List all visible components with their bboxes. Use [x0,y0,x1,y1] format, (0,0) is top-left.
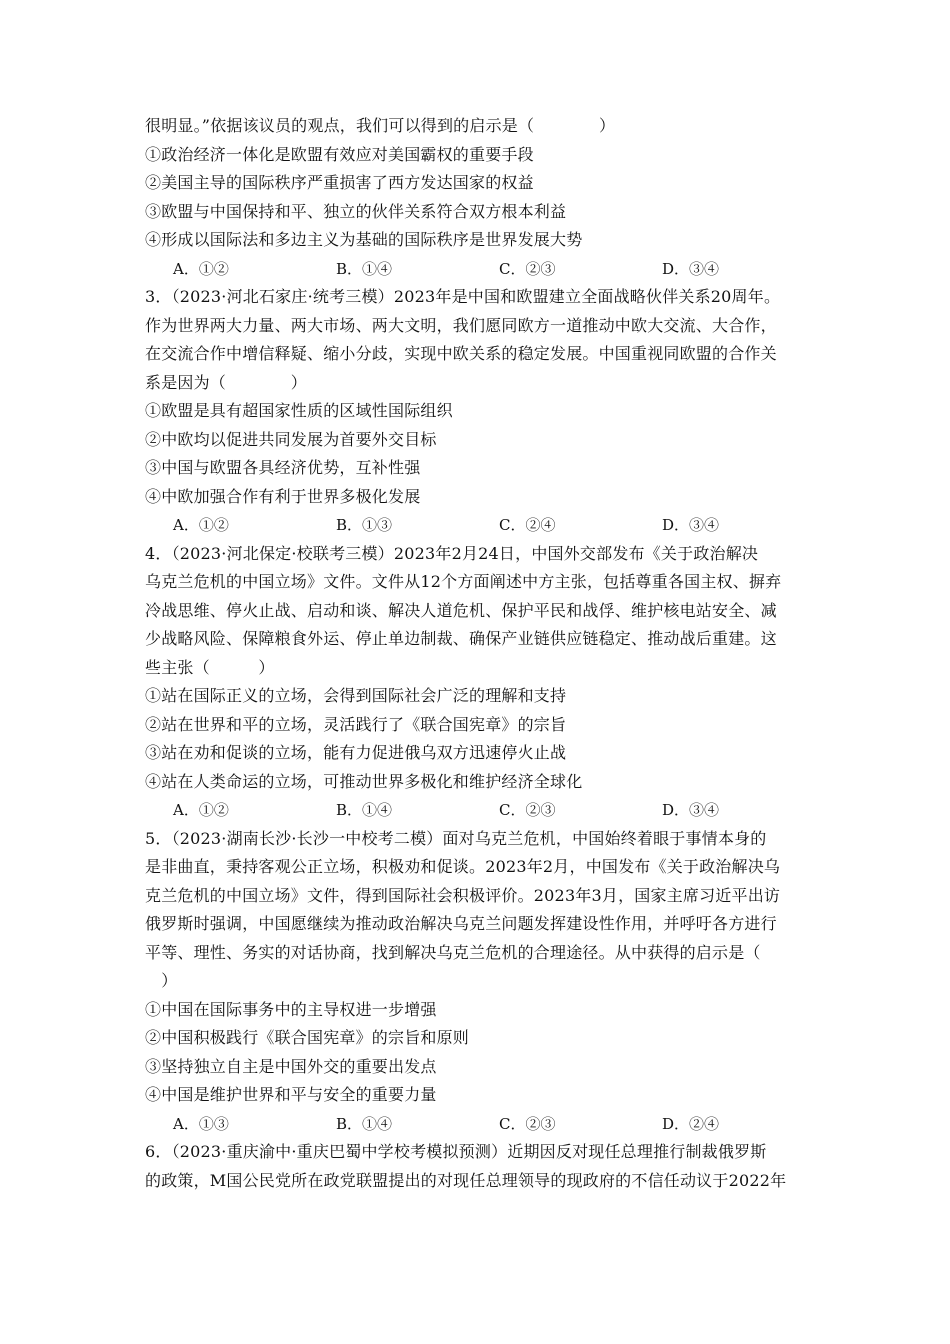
q5-stem-line: 俄罗斯时强调，中国愿继续为推动政治解决乌克兰问题发挥建设性作用，并呼吁各方进行 [145,914,777,933]
q5-choice-d: D．②④ [662,1114,720,1133]
q6-stem-line: 的政策，M国公民党所在政党联盟提出的对现任总理领导的现政府的不信任动议于2022年 [145,1170,787,1190]
q4-option-2: ②站在世界和平的立场，灵活践行了《联合国宪章》的宗旨 [145,714,567,734]
q4-stem-line: 冷战思维、停火止战、启动和谈、解决人道危机、保护平民和战俘、维护核电站安全、减 [145,600,777,620]
q5-choice-c: C．②③ [499,1114,556,1133]
q5-choice-a: A．①③ [173,1114,229,1133]
q2-choices [145,255,825,284]
q5-option-1: ①中国在国际事务中的主导权进一步增强 [145,999,437,1019]
q2-choice-c: C．②③ [499,259,556,278]
q2-option-4: ④形成以国际法和多边主义为基础的国际秩序是世界发展大势 [145,230,583,249]
q5-option-4: ④中国是维护世界和平与安全的重要力量 [145,1085,437,1104]
q4-choice-b: B．①④ [336,801,393,819]
q3-option-1: ①欧盟是具有超国家性质的区域性国际组织 [145,401,453,420]
q5-stem-line: 克兰危机的中国立场》文件，得到国际社会积极评价。2023年3月，国家主席习近平出访 [145,885,781,905]
q5-stem-line: 是非曲直，秉持客观公正立场，积极劝和促谈。2023年2月，中国发布《关于政治解决乌 [145,857,781,876]
q3-stem-line: 3．（2023·河北石家庄·统考三模）2023年是中国和欧盟建立全面战略伙伴关系20周年。 [145,287,781,306]
q3-choice-c: C．②④ [499,516,556,534]
q4-choices [145,796,825,825]
question-content [145,112,825,1195]
q3-choice-d: D．③④ [662,516,720,534]
q5-stem-line: 平等、理性、务实的对话协商，找到解决乌克兰危机的合理途径。从中获得的启示是（ [145,942,761,962]
q4-stem-line: 些主张（ ） [145,657,275,677]
q2-choice-b: B．①④ [336,259,393,278]
q2-option-3: ③欧盟与中国保持和平、独立的伙伴关系符合双方根本利益 [145,201,567,221]
q4-choice-a: A．①② [173,801,229,819]
q4-stem-line: 乌克兰危机的中国立场》文件。文件从12个方面阐述中方主张，包括尊重各国主权、摒弃 [145,572,782,591]
q3-stem-line: 系是因为（ ） [145,372,308,392]
q2-choice-d: D．③④ [662,259,720,278]
q3-option-4: ④中欧加强合作有利于世界多极化发展 [145,486,421,506]
q2-choice-a: A．①② [173,259,229,278]
q4-stem-line: 少战略风险、保障粮食外运、停止单边制裁、确保产业链供应链稳定、推动战后重建。这 [145,629,777,648]
q5-option-3: ③坚持独立自主是中国外交的重要出发点 [145,1056,437,1076]
q2-option-1: ①政治经济一体化是欧盟有效应对美国霸权的重要手段 [145,144,534,164]
q6-stem-line: 6．（2023·重庆渝中·重庆巴蜀中学校考模拟预测）近期因反对现任总理推行制裁俄罗斯 [145,1142,767,1161]
q3-option-3: ③中国与欧盟各具经济优势，互补性强 [145,458,421,477]
q3-choices [145,511,825,540]
q5-stem-line: ） [145,971,178,990]
q4-option-4: ④站在人类命运的立场，可推动世界多极化和维护经济全球化 [145,771,583,791]
q4-stem-line: 4．（2023·河北保定·校联考三模）2023年2月24日，中国外交部发布《关于政治解决 [145,543,759,563]
q5-option-2: ②中国积极践行《联合国宪章》的宗旨和原则 [145,1028,470,1047]
q4-option-1: ①站在国际正义的立场，会得到国际社会广泛的理解和支持 [145,686,567,705]
q4-option-3: ③站在劝和促谈的立场，能有力促进俄乌双方迅速停火止战 [145,743,567,762]
q3-stem-line: 在交流合作中增信释疑、缩小分歧，实现中欧关系的稳定发展。中国重视同欧盟的合作关 [145,344,777,363]
q3-choice-b: B．①③ [336,516,393,534]
q5-choice-b: B．①④ [336,1114,393,1133]
q5-stem-line: 5．（2023·湖南长沙·长沙一中校考二模）面对乌克兰危机，中国始终着眼于事情本身的 [145,828,767,848]
q3-stem-line: 作为世界两大力量、两大市场、两大文明，我们愿同欧方一道推动中欧大交流、大合作， [145,315,777,335]
q3-choice-a: A．①② [173,516,229,534]
q4-choice-d: D．③④ [662,801,720,819]
q2-stem-end: 很明显。”依据该议员的观点，我们可以得到的启示是（ ） [145,116,616,135]
q5-choices [145,1110,825,1139]
q4-choice-c: C．②③ [499,801,556,819]
q3-option-2: ②中欧均以促进共同发展为首要外交目标 [145,429,437,449]
q2-option-2: ②美国主导的国际秩序严重损害了西方发达国家的权益 [145,173,534,192]
